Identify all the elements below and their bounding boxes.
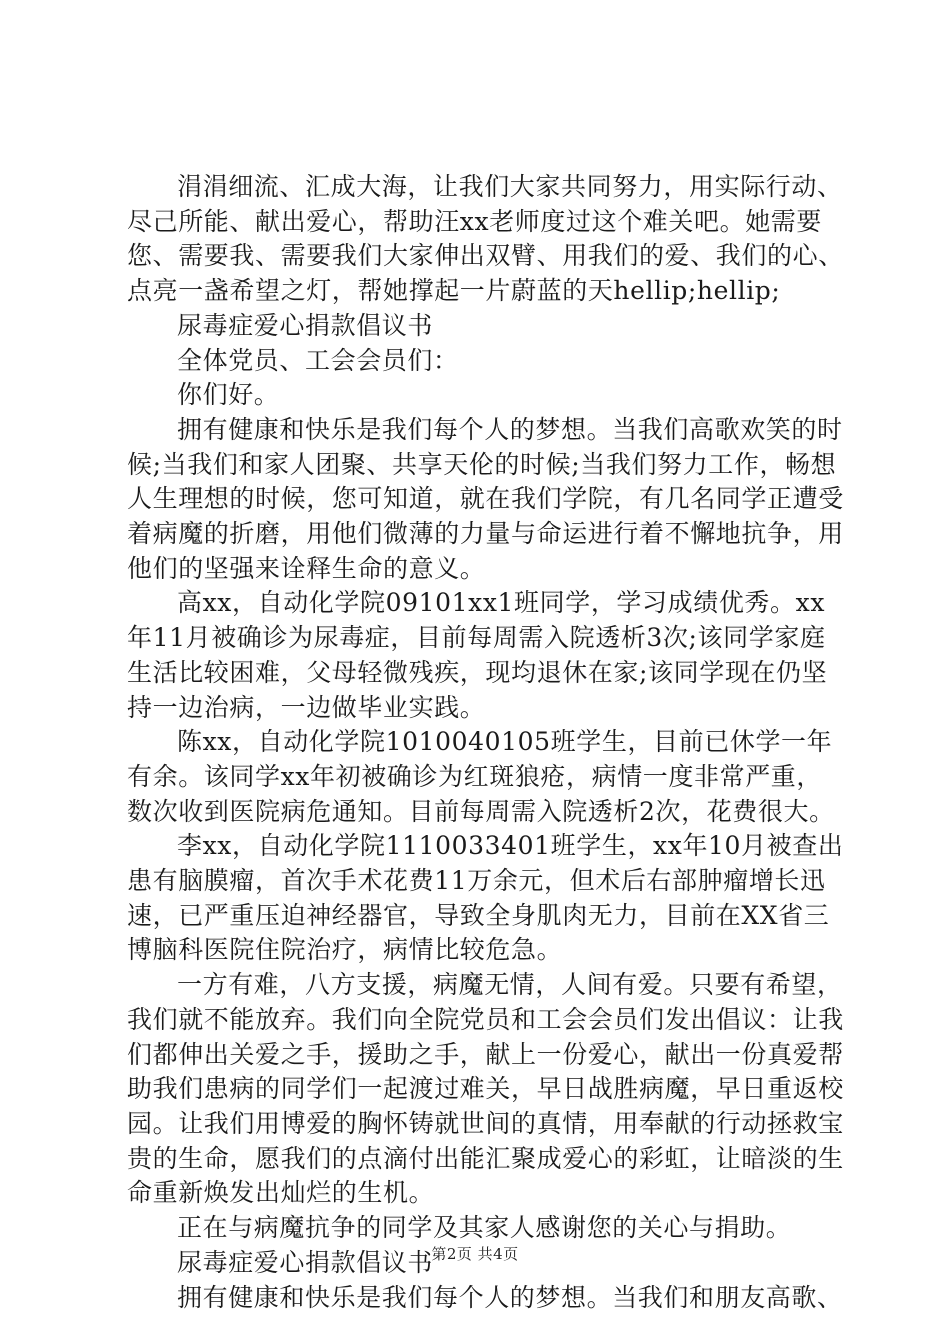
paragraph-thanks: 正在与病魔抗争的同学及其家人感谢您的关心与捐助。: [177, 1213, 792, 1243]
paragraph-continuation: 拥有健康和快乐是我们每个人的梦想。当我们和朋友高歌、: [177, 1282, 843, 1312]
document-body: [127, 170, 847, 1315]
section-title: 尿毒症爱心捐款倡议书: [177, 310, 434, 340]
paragraph-intro: 拥有健康和快乐是我们每个人的梦想。当我们高歌欢笑的时候;当我们和家人团聚、共享天伦的时候;当我们努力工作，畅想人生理想的时候，您可知道，就在我们学院，有几名同学正遭受着病魔的折磨，用他们微薄的力量与命运进行着不懈地抗争，用他们的坚强来诠释生命的意义。: [127, 414, 844, 583]
paragraph-student-chen: 陈xx，自动化学院1010040105班学生，目前已休学一年有余。该同学xx年初被确诊为红斑狼疮，病情一度非常严重，数次收到医院病危通知。目前每周需入院透析2次，花费很大。: [127, 727, 835, 826]
paragraph-closing-appeal: 涓涓细流、汇成大海，让我们大家共同努力，用实际行动、尽己所能、献出爱心，帮助汪xx老师度过这个难关吧。她需要您、需要我、需要我们大家伸出双臂、用我们的爱、我们的心、点亮一盏希望之灯，帮她撑起一片蔚蓝的天hellip;hellip;: [127, 172, 844, 306]
page-number-footer: 第2页 共4页: [431, 1245, 519, 1263]
paragraph-student-li: 李xx，自动化学院1110033401班学生，xx年10月被查出患有脑膜瘤，首次手术花费11万余元，但术后右部肿瘤增长迅速，已严重压迫神经器官，导致全身肌肉无力，目前在XX省三博脑科医院住院治疗，病情比较危急。: [127, 831, 844, 965]
salutation: 全体党员、工会会员们：: [177, 345, 459, 375]
paragraph-call-to-action: 一方有难，八方支援，病魔无情，人间有爱。只要有希望，我们就不能放弃。我们向全院党员和工会会员们发出倡议：让我们都伸出关爱之手，援助之手，献上一份爱心，献出一份真爱帮助我们患病的同学们一起渡过难关，早日战胜病魔，早日重返校园。让我们用博爱的胸怀铸就世间的真情，用奉献的行动拯救宝贵的生命，愿我们的点滴付出能汇聚成爱心的彩虹，让暗淡的生命重新焕发出灿烂的生机。: [127, 970, 844, 1208]
greeting: 你们好。: [177, 380, 280, 410]
section-title-2: 尿毒症爱心捐款倡议书: [177, 1247, 434, 1277]
paragraph-student-gao: 高xx，自动化学院09101xx1班同学，学习成绩优秀。xx年11月被确诊为尿毒症，目前每周需入院透析3次;该同学家庭生活比较困难，父母轻微残疾，现均退休在家;该同学现在仍坚持一边治病，一边做毕业实践。: [127, 588, 828, 722]
